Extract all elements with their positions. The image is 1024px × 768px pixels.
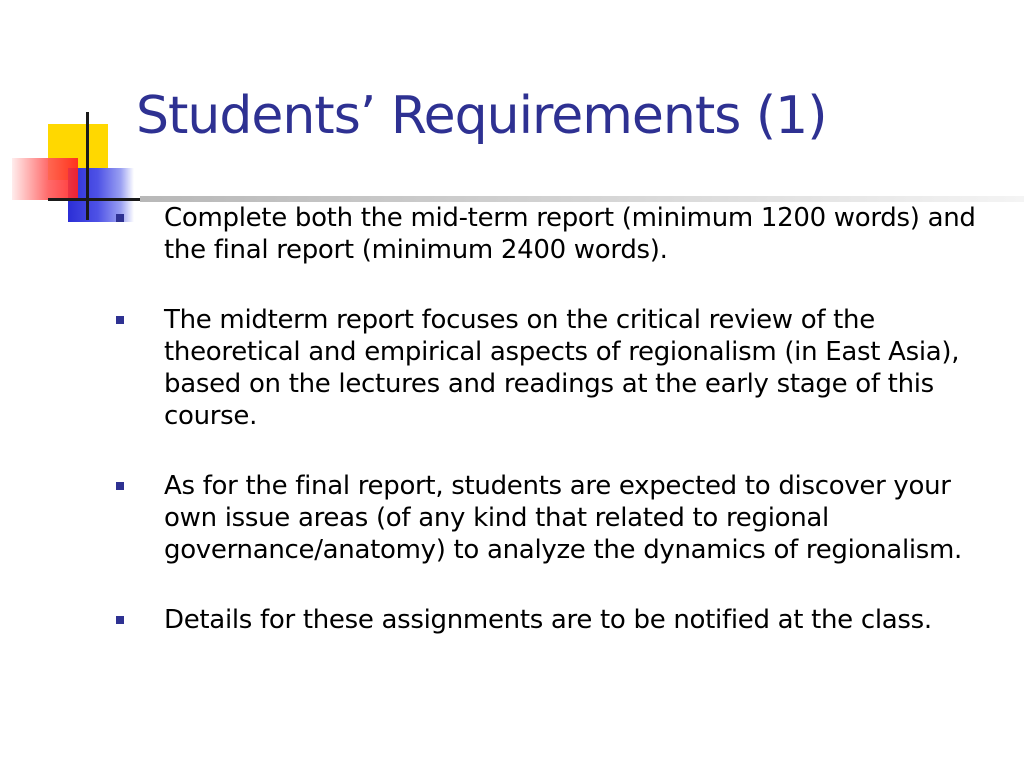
bullet-text: Details for these assignments are to be notified at the class. — [164, 605, 932, 635]
square-bullet-icon — [116, 316, 124, 324]
bullet-text: The midterm report focuses on the critical review of the theoretical and empirical aspects of regionalism (in East Asia), based on the lectures and readings at the early stage of this course. — [164, 305, 960, 431]
bullet-item — [112, 604, 992, 636]
bullet-item — [112, 304, 992, 432]
bullet-text: Complete both the mid-term report (minimum 1200 words) and the final report (minimum 2400 words). — [164, 203, 976, 265]
bullet-item — [112, 202, 992, 266]
bullet-item — [112, 470, 992, 566]
bullet-list — [112, 202, 992, 674]
horizontal-line-decoration — [48, 198, 144, 201]
red-square-decoration — [12, 158, 78, 200]
slide-title: Students’ Requirements (1) — [136, 86, 827, 146]
vertical-line-decoration — [86, 112, 89, 220]
square-bullet-icon — [116, 616, 124, 624]
bullet-text: As for the final report, students are expected to discover your own issue areas (of any kind that related to regional governance/anatomy) to analyze the dynamics of regionalism. — [164, 471, 963, 565]
square-bullet-icon — [116, 214, 124, 222]
square-bullet-icon — [116, 482, 124, 490]
